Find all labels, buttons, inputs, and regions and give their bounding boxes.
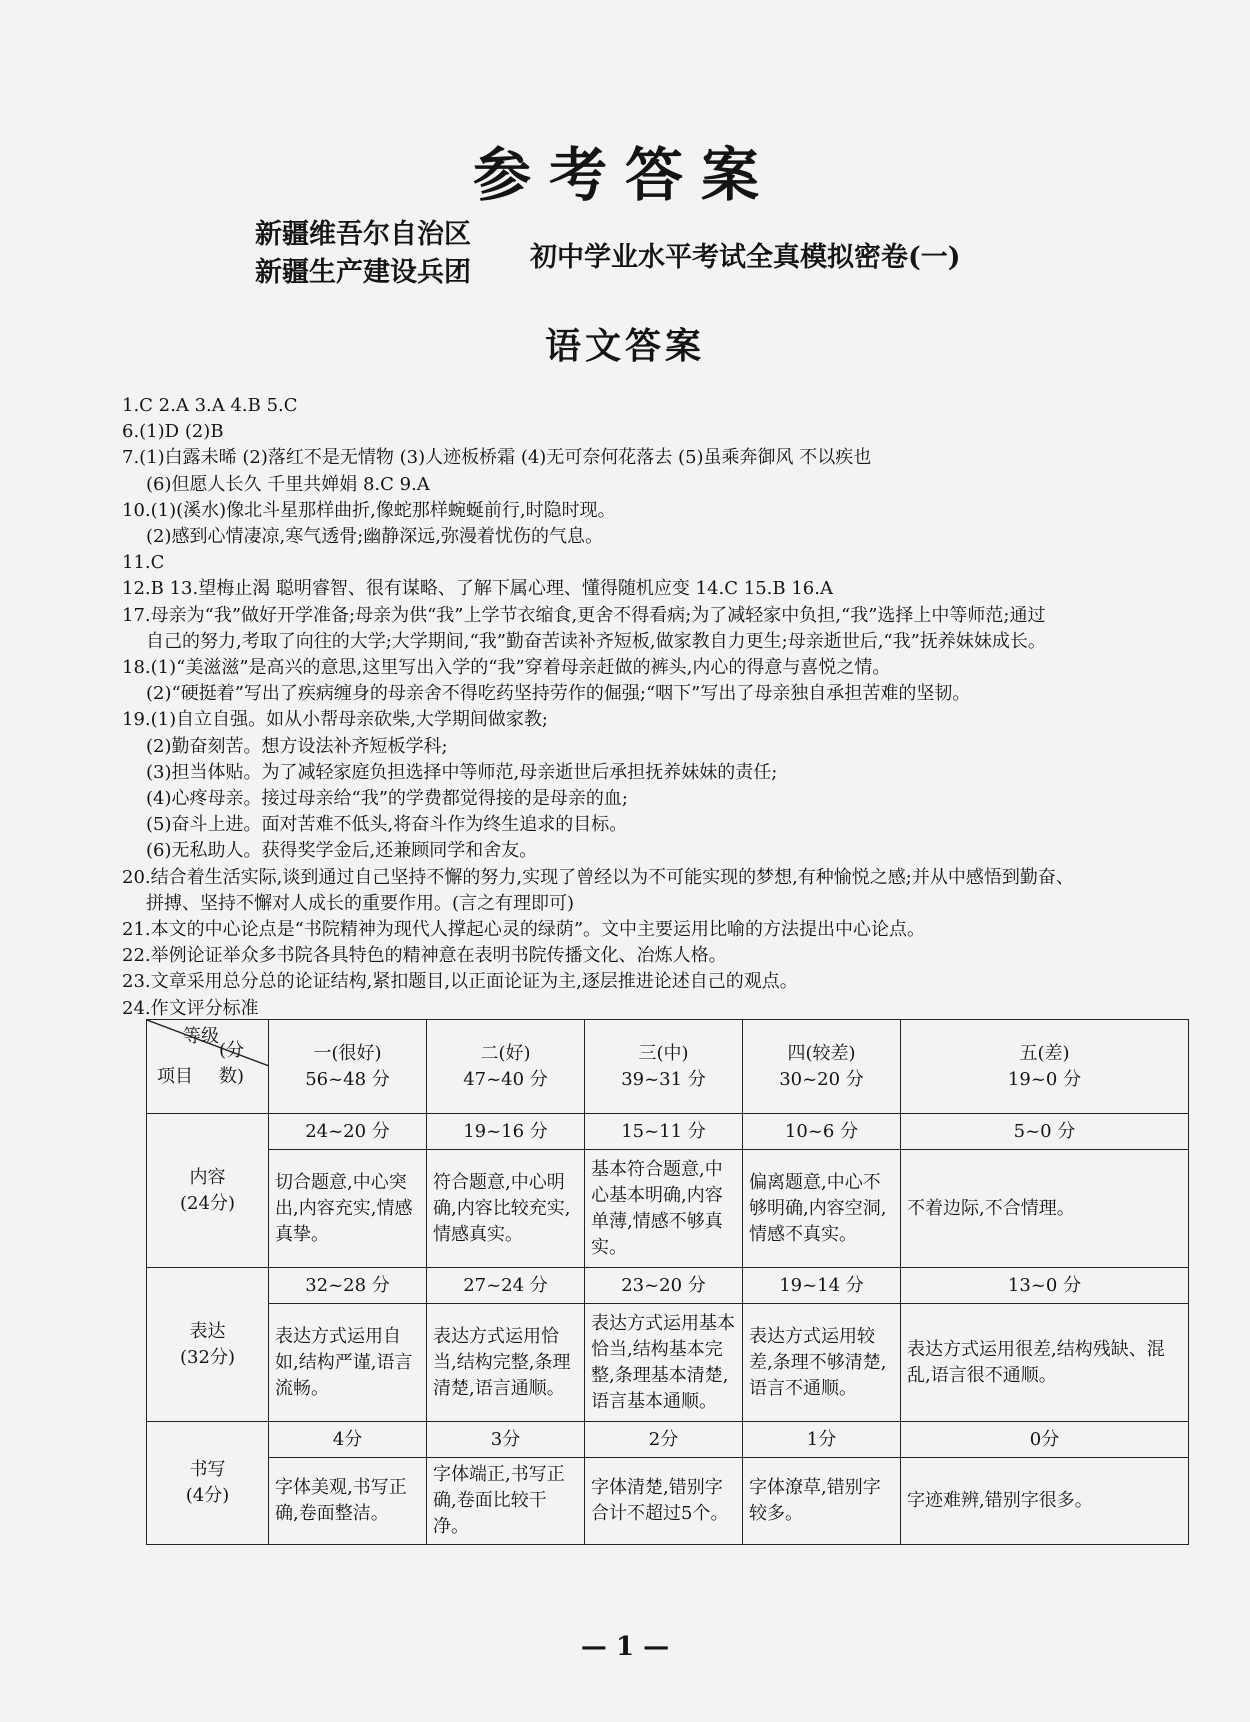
score-cell: 1分 (743, 1422, 901, 1458)
answer-line: 11.C (122, 552, 165, 574)
score-cell: 4分 (269, 1422, 427, 1458)
grade-range: 47~40 分 (463, 1068, 548, 1090)
grade-range: 39~31 分 (621, 1068, 706, 1090)
item-cell-expression (147, 1268, 269, 1422)
answer-line: (6)但愿人长久 千里共婵娟 8.C 9.A (146, 473, 430, 495)
score-cell: 32~28 分 (269, 1268, 427, 1304)
answer-line: 1.C 2.A 3.A 4.B 5.C (122, 395, 298, 416)
answer-line: (4)心疼母亲。接过母亲给“我”的学费都觉得接的是母亲的血; (146, 788, 628, 810)
score-cell: 5~0 分 (901, 1114, 1189, 1150)
answer-line: 22.举例论证举众多书院各具特色的精神意在表明书院传播文化、冶炼人格。 (122, 945, 727, 967)
description-cell: 不着边际,不合情理。 (901, 1150, 1189, 1268)
expression-score-row (147, 1268, 1189, 1304)
item-cell-writing (147, 1422, 269, 1545)
description-cell: 偏离题意,中心不够明确,内容空洞,情感不真实。 (743, 1150, 901, 1268)
page-title: 参考答案 (472, 141, 777, 209)
answer-line: (5)奋斗上进。面对苦难不低头,将奋斗作为终生追求的目标。 (146, 814, 628, 836)
item-name: 书写 (189, 1459, 226, 1480)
grade-name: 一(很好) (313, 1042, 382, 1064)
description-cell: 字迹难辨,错别字很多。 (901, 1458, 1189, 1545)
item-points: (32分) (180, 1346, 235, 1368)
answer-line: 18.(1)“美滋滋”是高兴的意思,这里写出入学的“我”穿着母亲赶做的裤头,内心的得意与喜悦之情。 (122, 657, 891, 679)
grade-name: 四(较差) (787, 1042, 856, 1064)
writing-score-row (147, 1422, 1189, 1458)
description-cell: 表达方式运用基本恰当,结构基本完整,条理基本清楚,语言基本通顺。 (585, 1304, 743, 1422)
region-line-2: 新疆生产建设兵团 (255, 257, 471, 288)
answer-line: 6.(1)D (2)B (122, 421, 224, 443)
description-cell: 符合题意,中心明确,内容比较充实,情感真实。 (427, 1150, 585, 1268)
answer-line: (2)勤奋刻苦。想方设法补齐短板学科; (146, 735, 448, 757)
score-cell: 10~6 分 (743, 1114, 901, 1150)
item-name: 内容 (189, 1166, 226, 1188)
score-cell: 24~20 分 (269, 1114, 427, 1150)
description-cell: 字体端正,书写正确,卷面比较干净。 (427, 1458, 585, 1545)
score-cell: 15~11 分 (585, 1114, 743, 1150)
answer-line: 17.母亲为“我”做好开学准备;母亲为供“我”上学节衣缩食,更舍不得看病;为了减轻家中负担,“我”选择上中等师范;通过 (122, 604, 1046, 626)
answer-line: (6)无私助人。获得奖学金后,还兼顾同学和舍友。 (146, 840, 538, 862)
answer-line: (2)感到心情凄凉,寒气透骨;幽静深远,弥漫着忧伤的气息。 (146, 526, 604, 548)
exam-name: 初中学业水平考试全真模拟密卷(一) (530, 242, 961, 273)
item-name: 表达 (189, 1320, 226, 1342)
score-cell: 3分 (427, 1422, 585, 1458)
answer-line: 拼搏、坚持不懈对人成长的重要作用。(言之有理即可) (146, 892, 575, 914)
score-cell: 0分 (901, 1422, 1189, 1458)
description-cell: 字体美观,书写正确,卷面整洁。 (269, 1458, 427, 1545)
grade-header (427, 1020, 585, 1114)
answer-line: 24.作文评分标准 (122, 997, 259, 1019)
grade-header (901, 1020, 1189, 1114)
score-cell: 19~16 分 (427, 1114, 585, 1150)
grade-header (269, 1020, 427, 1114)
item-points: (24分) (180, 1192, 235, 1214)
grade-header (743, 1020, 901, 1114)
answer-list (122, 393, 1212, 1022)
grade-range: 19~0 分 (1007, 1068, 1082, 1090)
answer-line: 7.(1)白露未晞 (2)落红不是无情物 (3)人迹板桥霜 (4)无可奈何花落去 (5)虽乘奔御风 不以疾也 (122, 447, 872, 469)
section-title: 语文答案 (544, 325, 705, 367)
description-cell: 字体潦草,错别字较多。 (743, 1458, 901, 1545)
corner-level-label: 等级 (183, 1026, 219, 1047)
grading-header-row (147, 1020, 1189, 1114)
grade-range: 56~48 分 (305, 1068, 390, 1090)
answer-line: 23.文章采用总分总的论证结构,紧扣题目,以正面论证为主,逐层推进论述自己的观点。 (122, 971, 798, 993)
item-points: (4分) (185, 1485, 230, 1506)
answer-line: 21.本文的中心论点是“书院精神为现代人撑起心灵的绿荫”。文中主要运用比喻的方法提出中心论点。 (122, 919, 926, 941)
expression-desc-row (147, 1304, 1189, 1422)
answer-line: (3)担当体贴。为了减轻家庭负担选择中等师范,母亲逝世后承担抚养妹妹的责任; (146, 761, 778, 783)
answer-line: 自己的努力,考取了向往的大学;大学期间,“我”勤奋苦读补齐短板,做家教自力更生;母亲逝世后,“我”抚养妹妹成长。 (146, 630, 1046, 652)
table-corner-cell (147, 1020, 269, 1114)
writing-desc-row (147, 1458, 1189, 1545)
score-cell: 19~14 分 (743, 1268, 901, 1304)
grading-table (146, 1019, 1189, 1545)
answer-line: 20.结合着生活实际,谈到通过自己坚持不懈的努力,实现了曾经以为不可能实现的梦想,有种愉悦之感;并从中感悟到勤奋、 (122, 866, 1074, 888)
description-cell: 表达方式运用恰当,结构完整,条理清楚,语言通顺。 (427, 1304, 585, 1422)
description-cell: 表达方式运用很差,结构残缺、混乱,语言很不通顺。 (901, 1304, 1189, 1422)
page-number: — 1 — (580, 1632, 670, 1662)
answer-line: (2)“硬挺着”写出了疾病缠身的母亲舍不得吃药坚持劳作的倔强;“咽下”写出了母亲独自承担苦难的坚韧。 (146, 683, 971, 705)
grade-name: 五(差) (1019, 1042, 1070, 1064)
grade-name: 三(中) (638, 1042, 689, 1064)
content-score-row (147, 1114, 1189, 1150)
description-cell: 切合题意,中心突出,内容充实,情感真挚。 (269, 1150, 427, 1268)
grade-name: 二(好) (480, 1042, 531, 1064)
score-cell: 13~0 分 (901, 1268, 1189, 1304)
score-cell: 23~20 分 (585, 1268, 743, 1304)
description-cell: 表达方式运用自如,结构严谨,语言流畅。 (269, 1304, 427, 1422)
region-line-1: 新疆维吾尔自治区 (255, 219, 471, 250)
grade-range: 30~20 分 (779, 1068, 864, 1090)
answer-line: 12.B 13.望梅止渴 聪明睿智、很有谋略、了解下属心理、懂得随机应变 14.C 15.B 16.A (122, 578, 833, 600)
answer-line: 19.(1)自立自强。如从小帮母亲砍柴,大学期间做家教; (122, 709, 548, 731)
description-cell: 表达方式运用较差,条理不够清楚,语言不通顺。 (743, 1304, 901, 1422)
content-desc-row (147, 1150, 1189, 1268)
bleed-through-text (820, 95, 830, 128)
score-cell: 2分 (585, 1422, 743, 1458)
corner-score-label: (分数) (219, 1040, 245, 1087)
description-cell: 基本符合题意,中心基本明确,内容单薄,情感不够真实。 (585, 1150, 743, 1268)
item-cell-content (147, 1114, 269, 1268)
grade-header (585, 1020, 743, 1114)
region-block (255, 216, 471, 292)
description-cell: 字体清楚,错别字合计不超过5个。 (585, 1458, 743, 1545)
corner-item-label: 项目 (157, 1066, 193, 1087)
score-cell: 27~24 分 (427, 1268, 585, 1304)
answer-line: 10.(1)(溪水)像北斗星那样曲折,像蛇那样蜿蜒前行,时隐时现。 (122, 499, 616, 521)
